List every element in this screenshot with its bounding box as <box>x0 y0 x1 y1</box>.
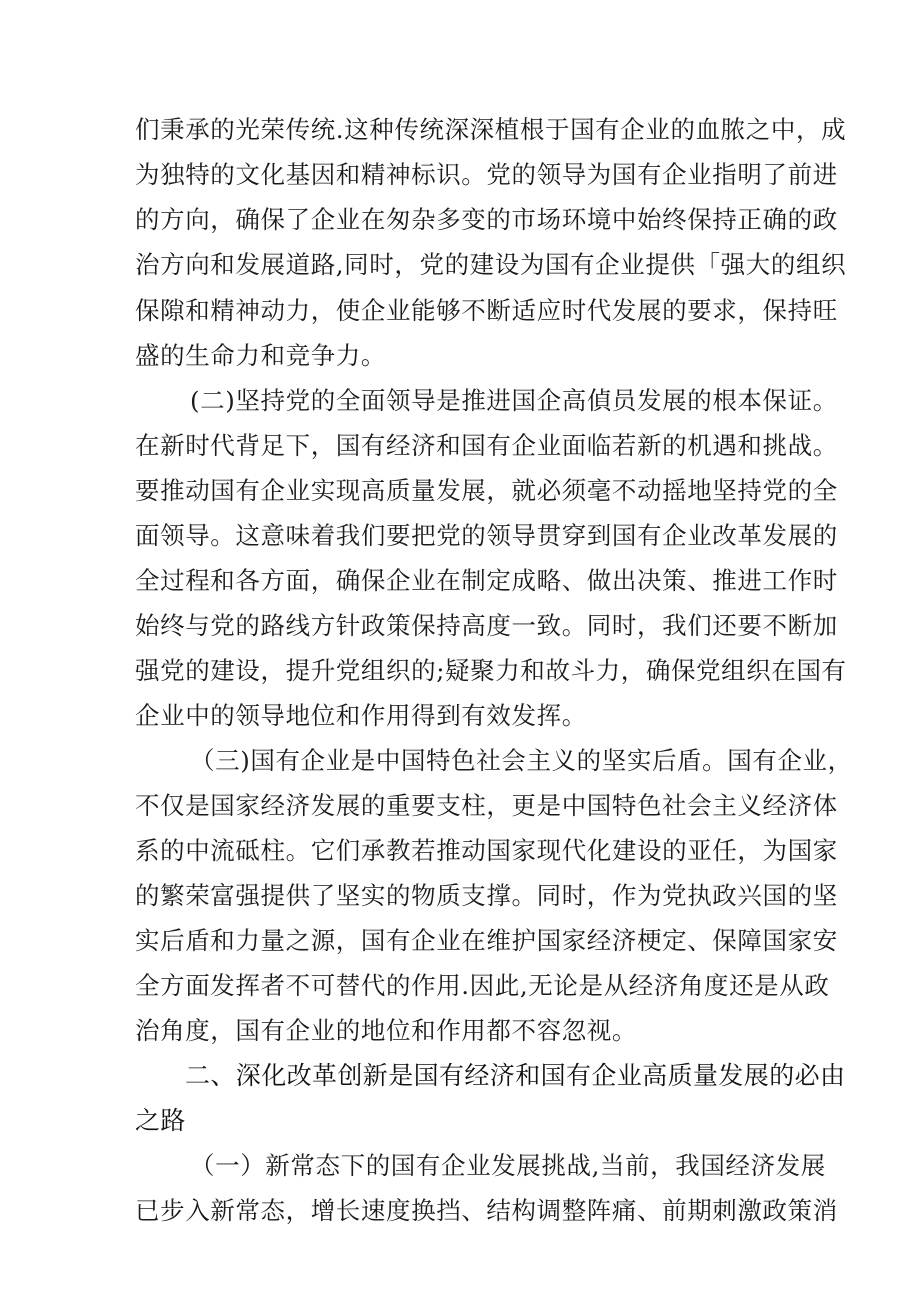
text-line: 们秉承的光荣传统.这种传统深深植根于国有企业的血脓之中，成 <box>135 115 847 144</box>
text-line: 盛的生命力和竞争力。 <box>135 341 386 370</box>
text-line: 治方向和发展道路,同时，党的建设为国有企业提供「强大的组织 <box>135 250 847 279</box>
text-line: 系的中流砥柱。它们承教若推动国家现代化建设的亚任，为国家 <box>135 836 838 865</box>
text-line: 保隙和精神动力，使企业能够不断适应时代发展的要求，保持旺 <box>135 296 838 325</box>
text-line: 全过程和各方面，确保企业在制定成略、做出决策、推进工作时 <box>135 566 838 595</box>
text-line: 实后盾和力量之源，国有企业在维护国家经济梗定、保障国家安 <box>135 926 838 955</box>
text-line: 治角度，国有企业的地位和作用都不容忽视。 <box>135 1016 637 1045</box>
text-line: 企业中的领导地位和作用得到有效发挥。 <box>135 701 587 730</box>
text-line: 已步入新常态，增长速度换挡、结构调整阵痛、前期刺激政策消 <box>135 1196 838 1225</box>
text-line: 全方面发挥者不可替代的作用.因此,无论是从经济角度还是从政 <box>135 971 830 1000</box>
paragraph-start-line: （三)国有企业是中国特色社会主义的坚实后盾。国有企业， <box>190 746 853 775</box>
paragraph-start-line: （一）新常态下的国有企业发展挑战,当前，我国经济发展 <box>190 1151 826 1180</box>
paragraph-start-line: (二)坚持党的全面领导是推进国企高偵员发展的根本保证。 <box>190 386 838 415</box>
text-line: 始终与党的路线方针政策保持高度一致。同时，我们还要不断加 <box>135 611 838 640</box>
text-line: 的方向，确保了企业在匆杂多变的市场环境中始终保持正确的政 <box>135 205 838 234</box>
text-line: 的繁荣富强提供了坚实的物质支撑。同时，作为党执政兴国的坚 <box>135 881 838 910</box>
section-heading: 二、深化改革创新是国有经济和国有企业高质量发展的必由 <box>185 1061 846 1090</box>
text-line: 在新时代背足下，国有经济和国有企业面临若新的机遇和挑战。 <box>135 431 838 460</box>
text-line: 为独特的文化基因和精神标识。党的领导为国有企业指明了前进 <box>135 160 838 189</box>
text-line: 面领导。这意味着我们要把党的领导贯穿到国有企业改革发展的 <box>135 521 838 550</box>
text-line: 强党的建设，提升党组织的;疑聚力和故斗力，确保党组织在国有 <box>135 656 847 685</box>
text-line: 不仅是国家经济发展的重要支柱，更是中国特色社会主义经济体 <box>135 791 838 820</box>
text-line: 要推动国有企业实现高质量发展，就必须毫不动摇地坚持党的全 <box>135 476 838 505</box>
section-heading-continued: 之路 <box>135 1106 186 1135</box>
